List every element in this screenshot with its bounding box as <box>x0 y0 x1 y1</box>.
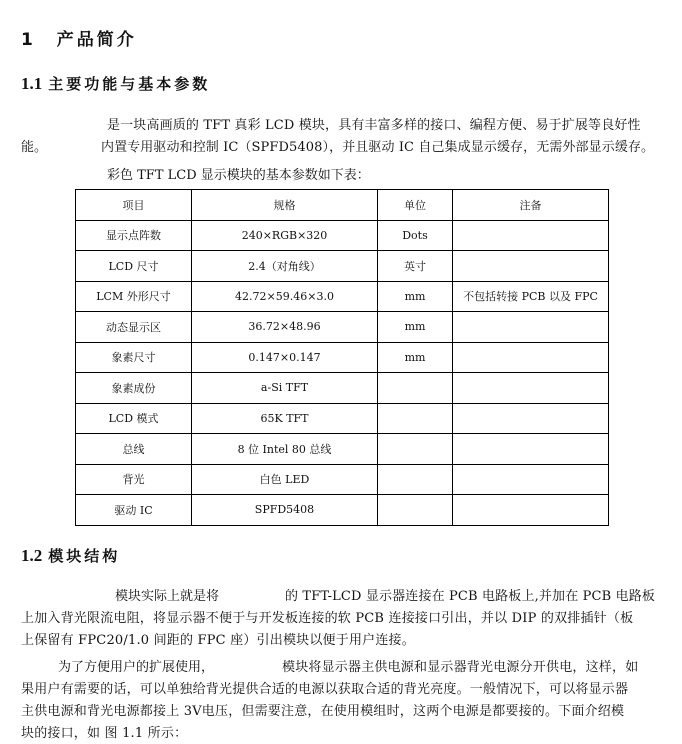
table-cell: 不包括转接 PCB 以及 FPC <box>453 281 609 312</box>
table-header-row <box>76 190 609 221</box>
table-header-cell: 项目 <box>76 190 192 221</box>
section-1-1-heading <box>21 73 210 94</box>
table-cell: 总线 <box>76 434 192 465</box>
table-row <box>76 403 609 434</box>
table-cell: 8 位 Intel 80 总线 <box>192 434 378 465</box>
table-header-cell: 规格 <box>192 190 378 221</box>
table-row <box>76 251 609 282</box>
table-cell: a-Si TFT <box>192 373 378 404</box>
section-1-number: 1 <box>21 30 36 50</box>
intro-line-2b: 内置专用驱动和控制 IC（SPFD5408），并且驱动 IC 自己集成显示缓存，无需外部显示缓存。 <box>101 140 655 155</box>
table-cell: 背光 <box>76 464 192 495</box>
table-cell: LCD 模式 <box>76 403 192 434</box>
table-cell: Dots <box>378 220 453 251</box>
section-1-title: 产品简介 <box>56 30 137 50</box>
table-cell: mm <box>378 342 453 373</box>
structure-p2-line-1b: 模块将显示器主供电源和显示器背光电源分开供电，这样，如 <box>282 660 639 675</box>
table-cell: LCM 外形尺寸 <box>76 281 192 312</box>
table-cell: SPFD5408 <box>192 495 378 526</box>
table-cell: 驱动 IC <box>76 495 192 526</box>
table-row <box>76 312 609 343</box>
table-cell: 英寸 <box>378 251 453 282</box>
intro-line-3: 彩色 TFT LCD 显示模块的基本参数如下表： <box>107 168 370 183</box>
structure-p2-line-2: 果用户有需要的话，可以单独给背光提供合适的电源以获取合适的背光亮度。一般情况下，可以将显示器 <box>21 682 629 697</box>
table-cell: 白色 LED <box>192 464 378 495</box>
intro-line-2a: 能。 <box>21 140 48 155</box>
structure-p1-line-3: 上保留有 FPC20/1.0 间距的 FPC 座）引出模块以便于用户连接。 <box>21 633 415 648</box>
structure-p2-line-3: 主供电源和背光电源都接上 3V电压，但需要注意，在使用模组时，这两个电源是都要接的。下面介绍模 <box>21 704 625 719</box>
table-cell: mm <box>378 281 453 312</box>
table-header-cell: 单位 <box>378 190 453 221</box>
table-cell <box>378 403 453 434</box>
parameter-table <box>75 189 609 526</box>
table-cell: 象素成份 <box>76 373 192 404</box>
table-row <box>76 342 609 373</box>
table-cell: 65K TFT <box>192 403 378 434</box>
table-cell: 动态显示区 <box>76 312 192 343</box>
table-cell: 2.4（对角线） <box>192 251 378 282</box>
table-cell <box>453 464 609 495</box>
section-1-2-heading <box>21 545 120 566</box>
table-cell <box>378 373 453 404</box>
table-cell <box>378 495 453 526</box>
table-cell <box>453 251 609 282</box>
table-cell: 象素尺寸 <box>76 342 192 373</box>
structure-p2-line-1a: 为了方便用户的扩展使用， <box>58 660 215 675</box>
table-row <box>76 373 609 404</box>
table-cell: 显示点阵数 <box>76 220 192 251</box>
table-cell <box>453 220 609 251</box>
structure-p1-line-1b: 的 TFT-LCD 显示器连接在 PCB 电路板上,并加在 PCB 电路板 <box>285 589 656 604</box>
table-cell <box>453 434 609 465</box>
structure-p1-line-1a: 模块实际上就是将 <box>115 589 220 604</box>
table-cell <box>453 312 609 343</box>
table-cell <box>453 403 609 434</box>
table-cell <box>453 342 609 373</box>
section-1-heading <box>21 25 137 50</box>
table-cell: mm <box>378 312 453 343</box>
table-row <box>76 434 609 465</box>
table-row <box>76 220 609 251</box>
table-cell: 240×RGB×320 <box>192 220 378 251</box>
table-row <box>76 464 609 495</box>
table-cell: 0.147×0.147 <box>192 342 378 373</box>
table-cell <box>378 434 453 465</box>
table-cell <box>378 464 453 495</box>
table-cell: 36.72×48.96 <box>192 312 378 343</box>
table-row <box>76 281 609 312</box>
section-1-2-title: 模块结构 <box>48 547 121 565</box>
table-cell: LCD 尺寸 <box>76 251 192 282</box>
table-cell <box>453 495 609 526</box>
table-cell: 42.72×59.46×3.0 <box>192 281 378 312</box>
section-1-2-number: 1.2 <box>21 546 43 565</box>
section-1-1-number: 1.1 <box>21 74 43 93</box>
section-1-1-title: 主要功能与基本参数 <box>48 75 211 93</box>
table-row <box>76 495 609 526</box>
intro-line-1: 是一块高画质的 TFT 真彩 LCD 模块，具有丰富多样的接口、编程方便、易于扩展等良好性 <box>107 118 641 133</box>
structure-p1-line-2: 上加入背光限流电阻，将显示器不便于与开发板连接的软 PCB 连接接口引出，并以 DIP 的双排插针（板 <box>21 611 634 626</box>
table-cell <box>453 373 609 404</box>
table-header-cell: 注备 <box>453 190 609 221</box>
structure-p2-line-4: 块的接口，如 图 1.1 所示： <box>21 726 188 741</box>
